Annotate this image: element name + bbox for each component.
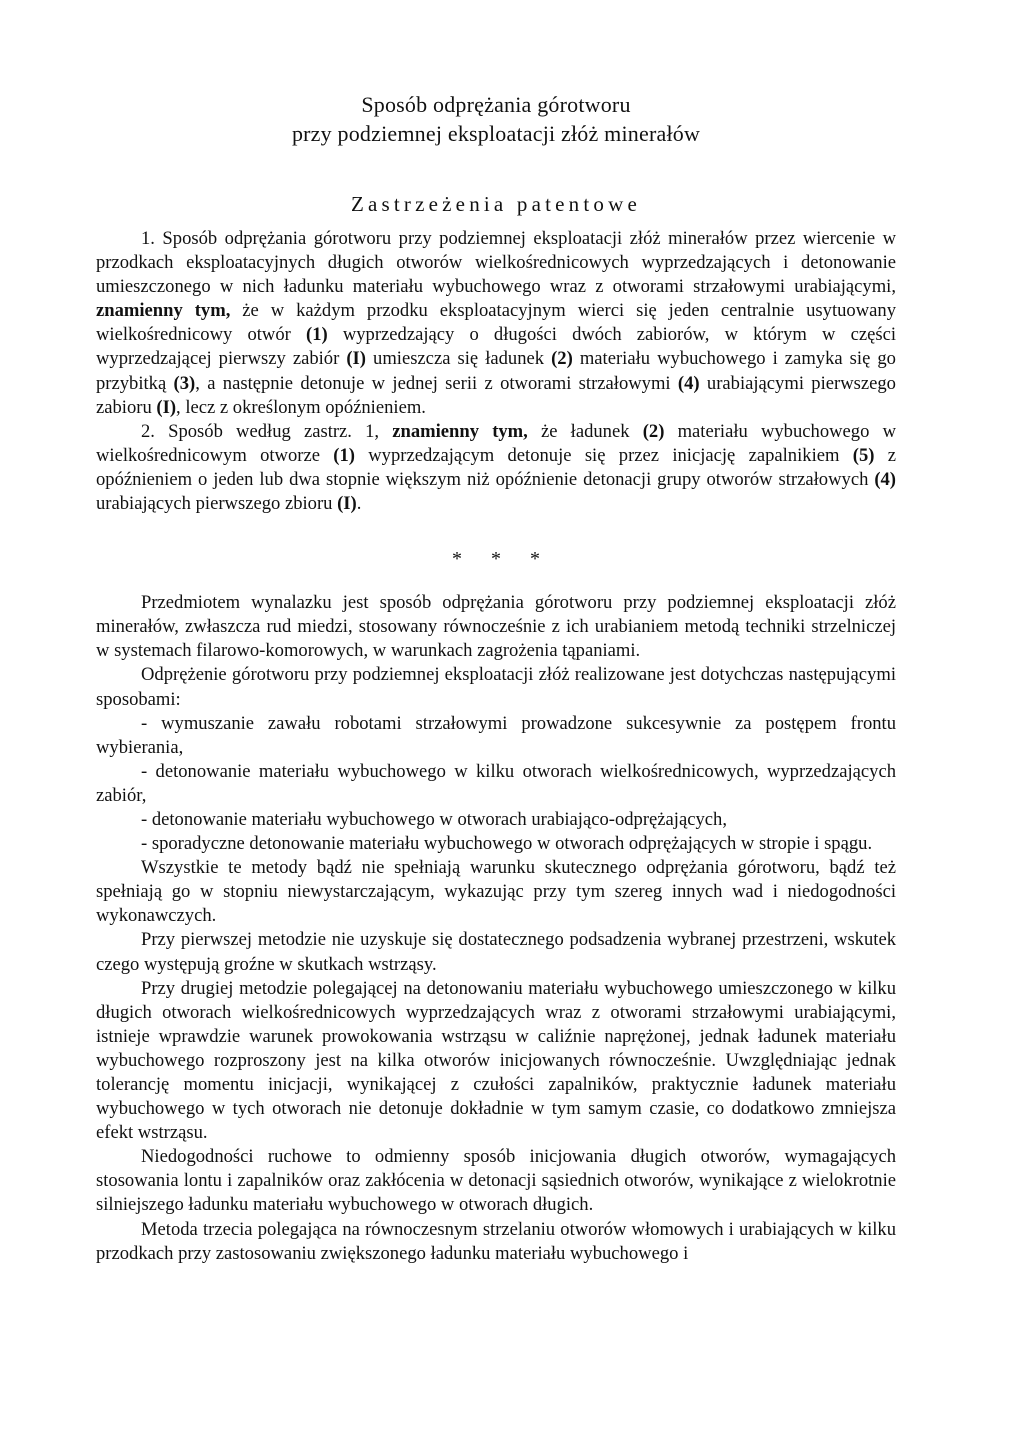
list-item: - detonowanie materiału wybuchowego w otworach urabiająco-odprężających, (141, 808, 727, 830)
paragraph-2: Odprężenie górotworu przy podziemnej eksploatacji złóż realizowane jest dotychczas następującymi sposobami: (96, 664, 896, 710)
section-separator: * * * (452, 548, 552, 571)
description-body (96, 591, 896, 1266)
list-item: - sporadyczne detonowanie materiału wybuchowego w otworach odprężających w stropie i spągu. (141, 833, 873, 855)
list-item: - wymuszanie zawału robotami strzałowymi prowadzone sukcesywnie za postępem frontu wybierania, (96, 712, 896, 758)
paragraph-7: Metoda trzecia polegająca na równoczesnym strzelaniu otworów włomowych i urabiających w kilku przodkach przy zastosowaniu zwiększonego ładunku materiału wybuchowego i (96, 1218, 896, 1264)
document-title (96, 90, 896, 148)
title-line-1: Sposób odprężania górotworu (361, 92, 631, 117)
claims-section (96, 227, 896, 516)
paragraph-6: Niedogodności ruchowe to odmienny sposób inicjowania długich otworów, wymagających stosowania lontu i zapalników oraz zakłócenia w detonacji sąsiednich otworów, wynikające z wielokrotnie silniejszego ładunku materiału wybuchowego w otworach długich. (96, 1146, 896, 1216)
claim-2: 2. Sposób według zastrz. 1, znamienny tym, że ładunek (2) materiału wybuchowego w wielkośrednicowym otworze (1) wyprzedzającym detonuje się przez inicjację zapalnikiem (5) z opóźnieniem o jeden lub dwa stopnie większym niż opóźnienie detonacji grupy otworów strzałowych (4) urabiających pierwszego zbioru (I). (96, 420, 896, 515)
title-line-2: przy podziemnej eksploatacji złóż minerałów (291, 121, 701, 146)
paragraph-3: Wszystkie te metody bądź nie spełniają warunku skutecznego odprężania górotworu, bądź też spełniają go w stopniu niewystarczającym, wykazując przy tym szereg innych wad i niedogodności wykonawczych. (96, 857, 896, 927)
list-item: - detonowanie materiału wybuchowego w kilku otworach wielkośrednicowych, wyprzedzających zabiór, (96, 760, 896, 806)
document-page (96, 90, 896, 1266)
paragraph-5: Przy drugiej metodzie polegającej na detonowaniu materiału wybuchowego umieszczonego w kilku długich otworach wielkośrednicowych wyprzedzających wraz z otworami strzałowymi urabiającymi, istnieje wprawdzie warunek prowokowania wstrząsu w caliźnie naprężonej, jednak ładunek materiału wybuchowego rozproszony jest na kilka otworów inicjowanych równocześnie. Uwzględniając jednak tolerancję momentu inicjacji, wynikającej z czułości zapalników, praktycznie ładunek materiału wybuchowego w tych otworach nie detonuje dokładnie w tym samym czasie, co dodatkowo zmniejsza efekt wstrząsu. (96, 977, 896, 1144)
paragraph-4: Przy pierwszej metodzie nie uzyskuje się dostatecznego podsadzenia wybranej przestrzeni, wskutek czego występują groźne w skutkach wstrząsy. (96, 929, 896, 975)
paragraph-1: Przedmiotem wynalazku jest sposób odprężania górotworu przy podziemnej eksploatacji złóż minerałów, zwłaszcza rud miedzi, stosowany równocześnie z ich urabianiem metodą techniki strzelniczej w systemach filarowo-komorowych, w warunkach zagrożenia tąpaniami. (96, 592, 896, 662)
claims-heading: Zastrzeżenia patentowe (350, 192, 642, 216)
claim-1: 1. Sposób odprężania górotworu przy podziemnej eksploatacji złóż minerałów przez wiercenie w przodkach eksploatacyjnych długich otworów wielkośrednicowych wyprzedzających i detonowanie umieszczonego w nich ładunku materiału wybuchowego wraz z otworami strzałowymi urabiającymi, znamienny tym, że w każdym przodku eksploatacyjnym wierci się jeden centralnie usytuowany wielkośrednicowy otwór (1) wyprzedzający o długości dwóch zabiorów, w którym w części wyprzedzającej pierwszy zabiór (I) umieszcza się ładunek (2) materiału wybuchowego i zamyka się go przybitką (3), a następnie detonuje w jednej serii z otworami strzałowymi (4) urabiającymi pierwszego zabioru (I), lecz z określonym opóźnieniem. (96, 228, 896, 418)
